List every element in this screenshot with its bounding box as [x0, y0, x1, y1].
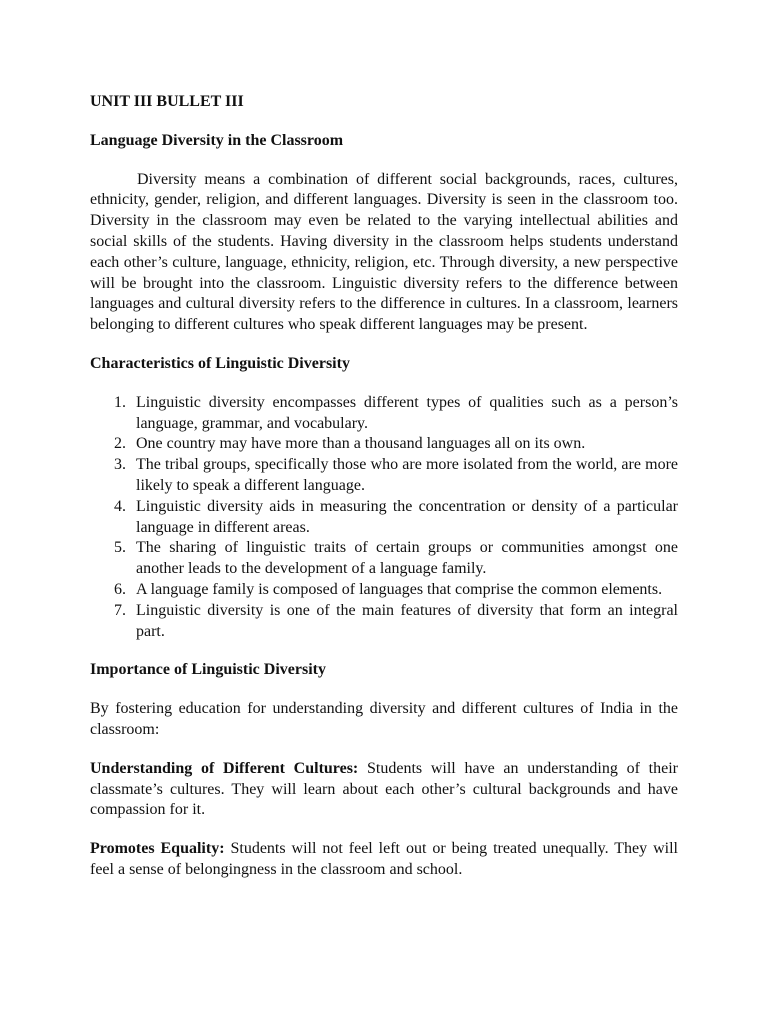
list-item-text: A language family is composed of languages that comprise the common elements.	[136, 580, 663, 598]
list-item-text: Linguistic diversity is one of the main features of diversity that form an integral part.	[136, 601, 678, 640]
understanding-cultures-paragraph	[90, 759, 678, 821]
list-item-text: Linguistic diversity encompasses different types of qualities such as a person’s language, grammar, and vocabulary.	[136, 393, 678, 432]
list-item-number: 7.	[114, 601, 126, 619]
document-page	[90, 92, 678, 899]
list-item	[90, 393, 678, 435]
section-heading-importance: Importance of Linguistic Diversity	[90, 661, 326, 679]
list-item-text: The tribal groups, specifically those who are more isolated from the world, are more likely to speak a different language.	[136, 456, 678, 494]
list-item	[90, 497, 678, 539]
section-heading-characteristics: Characteristics of Linguistic Diversity	[90, 354, 350, 372]
list-item-number: 1.	[114, 393, 126, 411]
diversity-paragraph: Diversity means a combination of different social backgrounds, races, cultures, ethnicity, gender, religion, and different languages. Diversity is seen in the classroom too. Diversity in the classroom may even be related to the varying intellectual abilities and social skills of the students. Having diversity in the classroom helps students understand each other’s culture, language, ethnicity, religion, etc. Through diversity, a new perspective will be brought into the classroom. Linguistic diversity refers to the difference between languages and cultural diversity refers to the difference in cultures. In a classroom, learners belonging to different cultures who speak different languages may be present.	[90, 170, 678, 334]
characteristics-list	[90, 393, 678, 643]
understanding-cultures-text: Students will have an understanding of their classmate’s cultures. They will learn about each other’s cultural backgrounds and have compassion for it.	[90, 759, 678, 819]
understanding-cultures-lead: Understanding of Different Cultures:	[90, 759, 359, 777]
list-item-text: The sharing of linguistic traits of certain groups or communities amongst one another leads to the development of a language family.	[136, 539, 678, 578]
list-item	[90, 580, 678, 601]
list-item	[90, 601, 678, 643]
list-item-number: 3.	[114, 456, 126, 474]
promotes-equality-lead: Promotes Equality:	[90, 840, 225, 858]
list-item-text: One country may have more than a thousand languages all on its own.	[136, 435, 586, 453]
importance-intro-paragraph: By fostering education for understanding diversity and different cultures of India in the classroom:	[90, 700, 678, 738]
unit-title: UNIT III BULLET III	[90, 93, 244, 110]
promotes-equality-text: Students will not feel left out or being treated unequally. They will feel a sense of belongingness in the classroom and school.	[90, 840, 678, 878]
list-item	[90, 538, 678, 580]
list-item-number: 2.	[114, 435, 126, 453]
promotes-equality-paragraph	[90, 839, 678, 881]
list-item-number: 6.	[114, 580, 126, 598]
list-item	[90, 455, 678, 497]
list-item-number: 4.	[114, 497, 126, 515]
list-item	[90, 434, 678, 455]
list-item-number: 5.	[114, 539, 126, 557]
section-heading-language-diversity: Language Diversity in the Classroom	[90, 131, 344, 149]
list-item-text: Linguistic diversity aids in measuring the concentration or density of a particular language in different areas.	[136, 497, 678, 536]
